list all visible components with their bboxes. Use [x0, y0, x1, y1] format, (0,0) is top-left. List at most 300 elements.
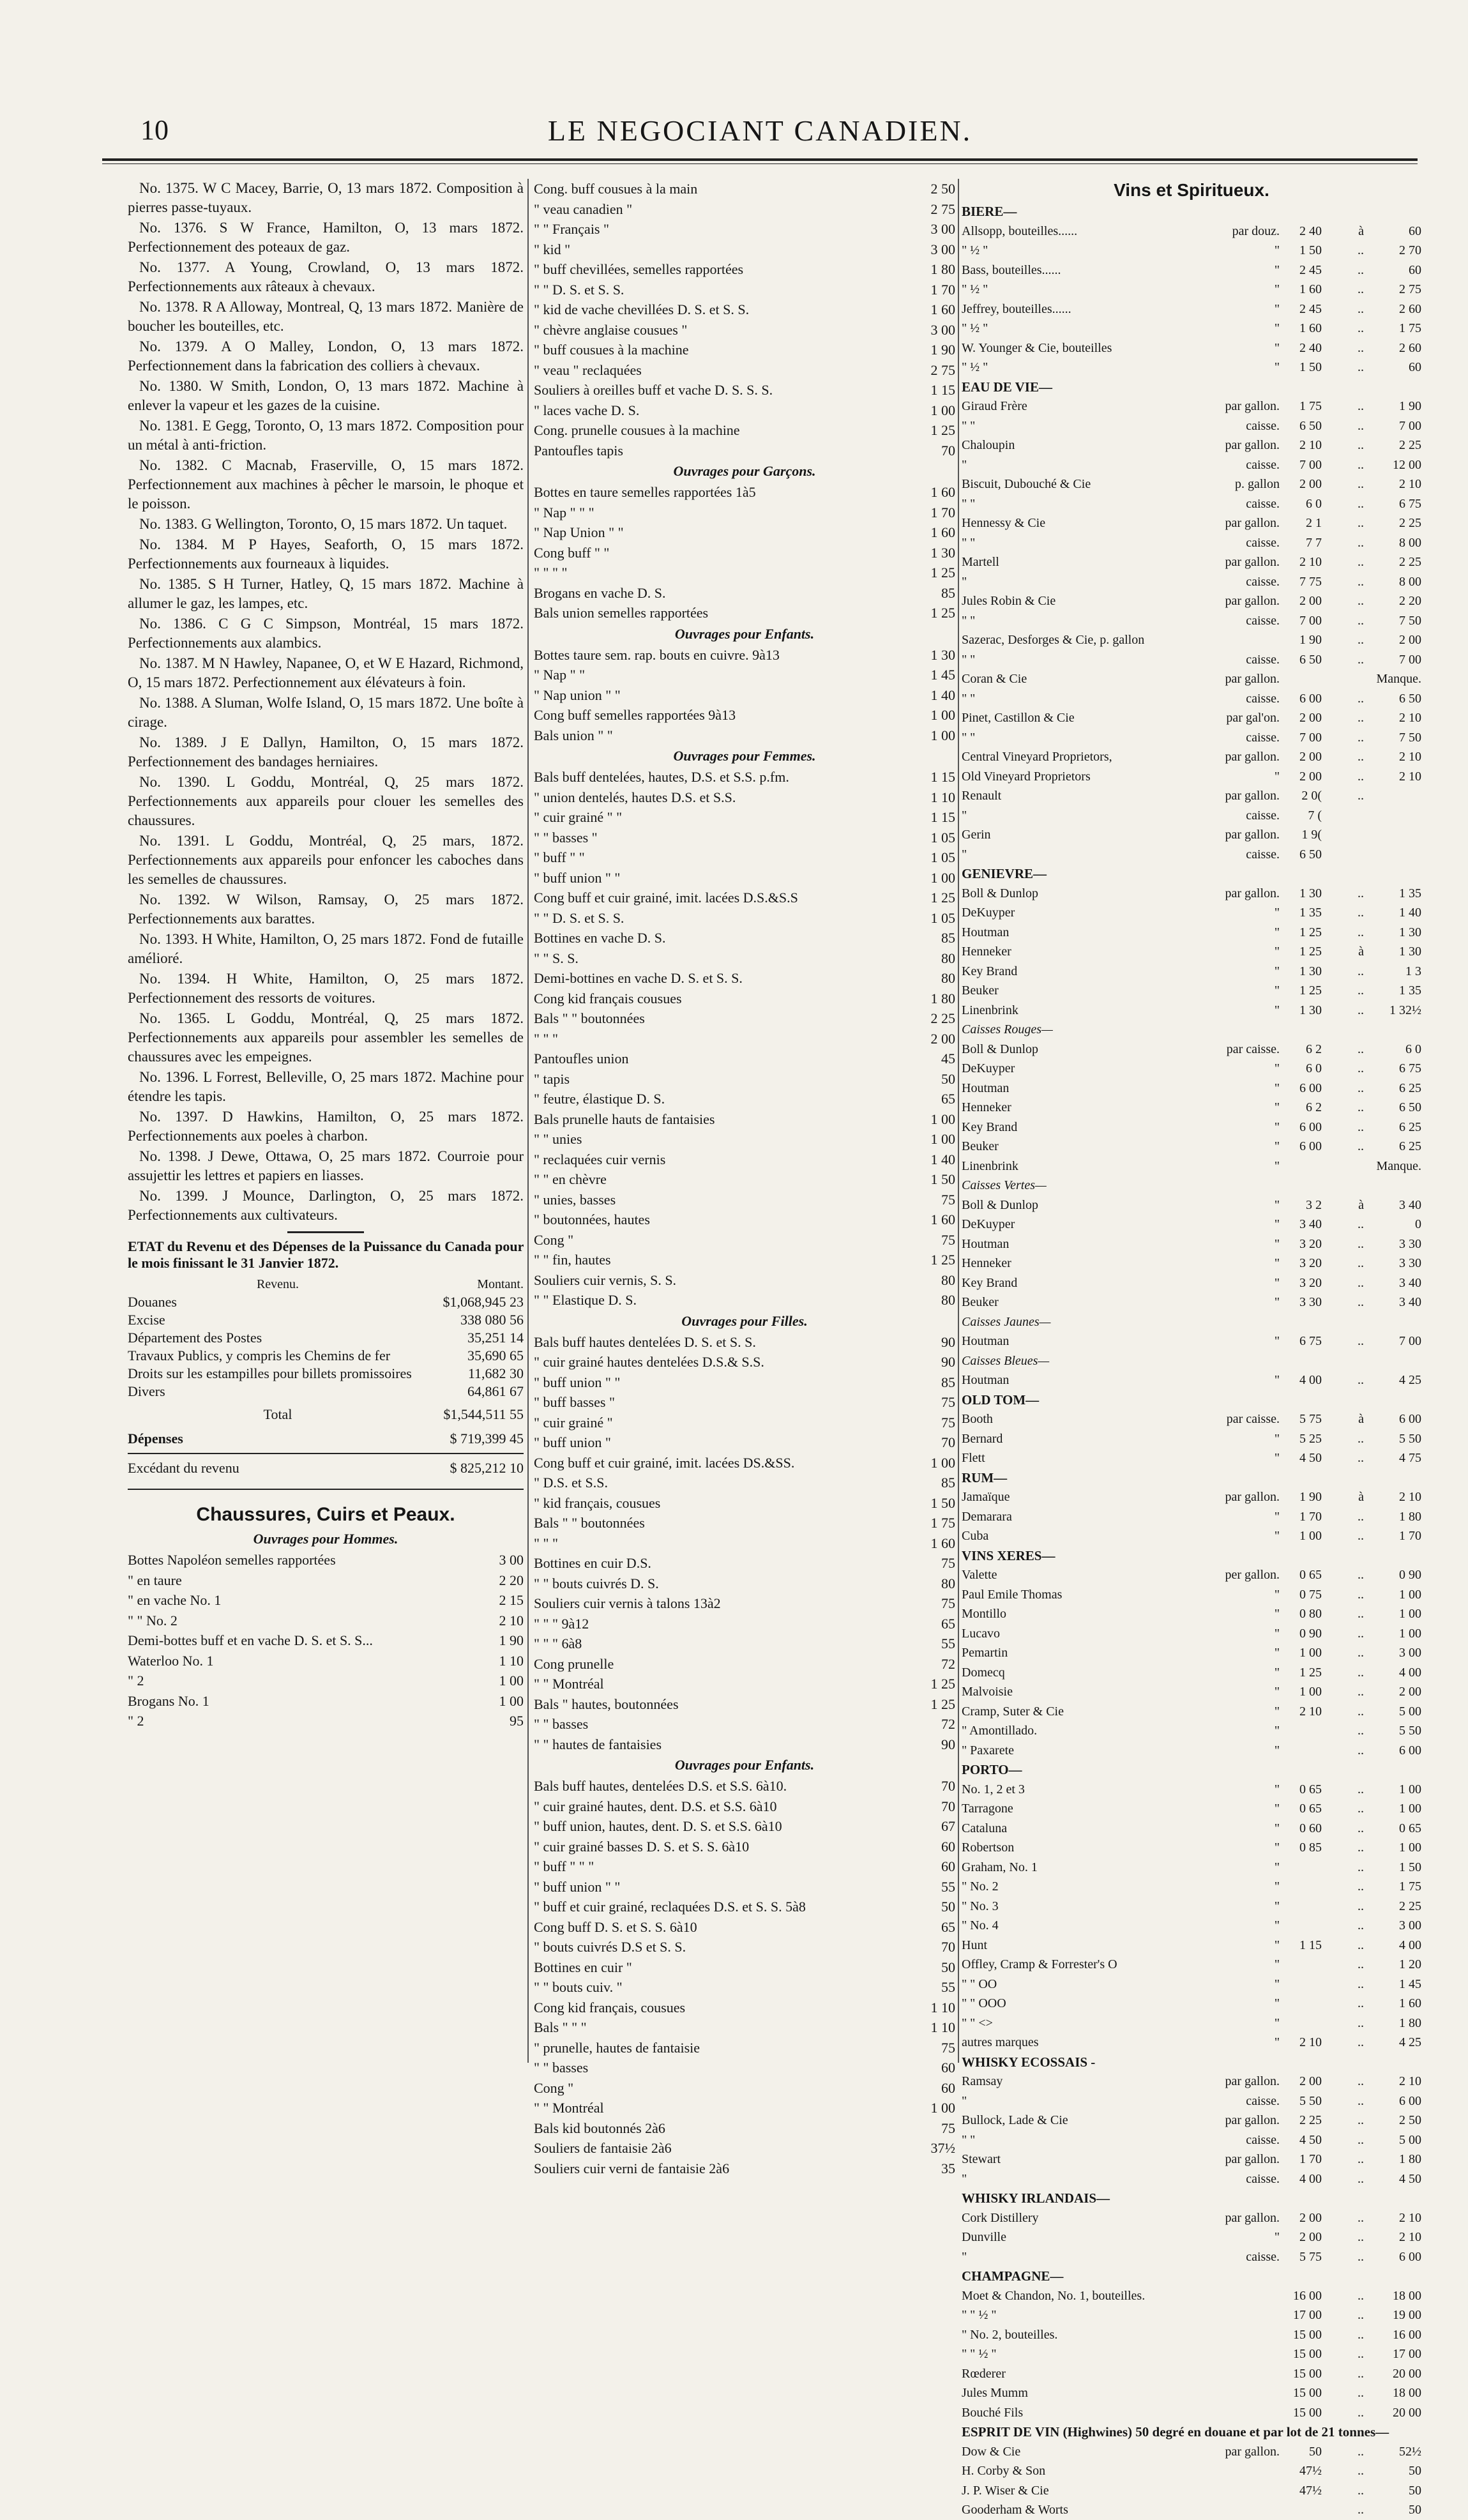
revenue-col-header: Revenu. — [256, 1277, 299, 1291]
item-price: 85 — [941, 930, 955, 946]
price-sep: .. — [1358, 964, 1364, 978]
unit: par douz. — [1232, 224, 1280, 238]
brand-name: Henneker — [962, 1256, 1011, 1270]
price-low: 5 75 — [1299, 1412, 1322, 1426]
item-description: Cong buff et cuir grainé, imit. lacées D.S.&S.S — [534, 890, 798, 906]
price-row — [534, 583, 955, 603]
brand-name: Cramp, Suter & Cie — [962, 1704, 1064, 1719]
price-row — [962, 552, 1421, 572]
price-sep: .. — [1358, 1139, 1364, 1153]
item-price: 50 — [941, 1899, 955, 1915]
price-row — [962, 1877, 1421, 1897]
price-high: 1 80 — [1399, 2152, 1421, 2166]
brand-name: Sazerac, Desforges & Cie, p. gallon — [962, 633, 1145, 647]
price-low: 6 0 — [1306, 1061, 1322, 1075]
price-high: 3 00 — [1399, 1646, 1421, 1660]
category-heading: VINS XERES— — [962, 1547, 1056, 1563]
price-high: 7 50 — [1399, 613, 1421, 628]
price-sep — [1322, 1157, 1364, 1176]
price-high: 2 10 — [1399, 477, 1421, 491]
item-price: 1 60 — [930, 484, 955, 500]
price-row — [534, 2017, 955, 2038]
item-price: 55 — [941, 1636, 955, 1651]
unit — [1209, 630, 1280, 650]
price-row — [962, 241, 1421, 261]
unit: " — [1274, 1587, 1280, 1602]
brand-name: Chaloupin — [962, 438, 1015, 452]
price-high: 2 10 — [1399, 2074, 1421, 2088]
unit: par gallon. — [1225, 438, 1280, 452]
price-low — [1280, 1721, 1322, 1741]
price-row — [534, 259, 955, 280]
price-low: 2 10 — [1299, 1704, 1322, 1719]
brand-name: " — [962, 2171, 967, 2186]
brand-name: Flett — [962, 1451, 985, 1465]
unit: per gallon. — [1225, 1568, 1280, 1582]
unit — [1209, 2461, 1280, 2481]
price-row — [534, 1917, 955, 1938]
price-row — [534, 1533, 955, 1554]
unit: caisse. — [1246, 808, 1280, 823]
price-row — [962, 1429, 1421, 1449]
price-low: 3 30 — [1299, 1295, 1322, 1309]
price-row — [962, 1682, 1421, 1702]
price-row — [962, 494, 1421, 514]
price-low: 1 00 — [1299, 1685, 1322, 1699]
patent-entry: No. 1376. S W France, Hamilton, O, 13 mars 1872. Perfectionnement des poteaux de gaz. — [128, 220, 524, 255]
price-row — [534, 603, 955, 623]
patent-entry: No. 1375. W C Macey, Barrie, O, 13 mars 1872. Composition à pierres passe-tuyaux. — [128, 180, 524, 215]
brand-name: " " OOO — [962, 1996, 1006, 2010]
unit: caisse. — [1246, 847, 1280, 862]
item-description: Cong " — [534, 2079, 574, 2096]
section-subtitle: Ouvrages pour Enfants. — [674, 625, 815, 642]
revenue-label: Droits sur les estampilles pour billets promissoires — [128, 1365, 412, 1381]
hommes-price-list — [128, 1550, 524, 1731]
item-price: 1 15 — [930, 769, 955, 785]
price-high: 4 25 — [1399, 1373, 1421, 1387]
price-row — [534, 1614, 955, 1634]
item-price: 85 — [941, 584, 955, 601]
price-row — [534, 1230, 955, 1250]
price-sep: .. — [1358, 925, 1364, 939]
item-description: " " " 9à12 — [534, 1615, 589, 1632]
price-high: 7 50 — [1399, 730, 1421, 745]
price-sep: .. — [1358, 2464, 1364, 2478]
item-description: " " D. S. et S. S. — [534, 909, 624, 926]
revenue-value: $1,068,945 23 — [443, 1294, 524, 1310]
item-description: Souliers de fantaisie 2à6 — [534, 2140, 672, 2156]
price-row — [962, 455, 1421, 475]
item-price: 60 — [941, 2060, 955, 2076]
price-high: 4 50 — [1399, 2171, 1421, 2186]
price-sep: .. — [1358, 1295, 1364, 1309]
price-low: 0 90 — [1299, 1626, 1322, 1641]
price-sep: .. — [1358, 1957, 1364, 1971]
price-high: 1 00 — [1399, 1841, 1421, 1855]
unit: " — [1274, 1899, 1280, 1913]
brand-name: Tarragone — [962, 1802, 1013, 1816]
price-high: 0 90 — [1399, 1568, 1421, 1582]
price-row — [962, 2247, 1421, 2267]
price-high: 8 00 — [1399, 574, 1421, 589]
unit: caisse. — [1246, 574, 1280, 589]
price-low: 7 7 — [1306, 535, 1322, 550]
price-low: 6 2 — [1306, 1042, 1322, 1056]
item-description: Bals union " " — [534, 727, 613, 743]
price-row — [962, 1838, 1421, 1858]
brand-name: " " — [962, 613, 976, 628]
brand-name: Beuker — [962, 1139, 999, 1153]
unit: " — [1274, 1782, 1280, 1796]
brand-name: " " — [962, 535, 976, 550]
price-low: 6 50 — [1299, 418, 1322, 433]
price-row — [962, 2344, 1421, 2364]
price-sep: .. — [1358, 2405, 1364, 2420]
unit: " — [1274, 1918, 1280, 1932]
item-description: " veau " reclaquées — [534, 361, 642, 378]
item-price: 70 — [941, 1434, 955, 1450]
price-low — [1280, 1994, 1322, 2014]
item-description: " " bouts cuiv. " — [534, 1979, 623, 1995]
price-low — [1280, 1975, 1322, 1994]
unit: " — [1274, 340, 1280, 355]
price-row — [962, 923, 1421, 943]
item-description: " " No. 2 — [128, 1612, 178, 1628]
item-description: " " basses " — [534, 829, 598, 846]
subcategory-heading: Caisses Rouges— — [962, 1022, 1053, 1036]
price-sep: .. — [1358, 1782, 1364, 1796]
price-row — [962, 903, 1421, 923]
item-description: Bottines en cuir D.S. — [534, 1555, 651, 1571]
item-description: " unies, basses — [534, 1191, 616, 1208]
patent-entry: No. 1384. M P Hayes, Seaforth, O, 15 mars 1872. Perfectionnements aux fourneaux à liquides. — [128, 536, 524, 572]
item-description: Cong kid français cousues — [534, 990, 682, 1006]
price-low: 4 50 — [1299, 2132, 1322, 2147]
price-high: 1 32½ — [1389, 1003, 1421, 1017]
item-description: " buff union " " — [534, 1878, 621, 1895]
brand-name: Domecq — [962, 1665, 1005, 1680]
item-description: Demi-bottines en vache D. S. et S. S. — [534, 970, 743, 986]
price-low: 2 45 — [1299, 262, 1322, 277]
price-low: 1 70 — [1299, 2152, 1322, 2166]
item-price: 1 60 — [930, 301, 955, 317]
brand-name: " — [962, 847, 967, 862]
price-low: 1 25 — [1299, 983, 1322, 998]
item-price: 1 00 — [930, 1454, 955, 1471]
unit: " — [1274, 1256, 1280, 1270]
price-low: 0 60 — [1299, 1821, 1322, 1835]
price-low: 2 10 — [1299, 555, 1322, 569]
price-sep: .. — [1358, 906, 1364, 920]
item-description: " " unies — [534, 1131, 582, 1147]
item-price: 1 25 — [930, 605, 955, 621]
price-low: 7 00 — [1299, 730, 1322, 745]
price-sep: .. — [1358, 1938, 1364, 1952]
price-high: 8 00 — [1399, 535, 1421, 550]
brand-name: Montillo — [962, 1607, 1007, 1621]
price-high: 1 35 — [1399, 886, 1421, 900]
brand-name: W. Younger & Cie, bouteilles — [962, 340, 1112, 355]
brand-name: Houtman — [962, 925, 1010, 939]
price-row — [128, 1691, 524, 1712]
price-row — [534, 199, 955, 220]
price-sep: à — [1358, 224, 1364, 238]
price-high: 1 35 — [1399, 983, 1421, 998]
price-sep: .. — [1358, 2035, 1364, 2049]
price-row — [962, 806, 1421, 826]
price-row — [962, 767, 1421, 787]
brand-name: Key Brand — [962, 1275, 1018, 1290]
price-sep: .. — [1358, 2113, 1364, 2127]
brand-name: Renault — [962, 789, 1002, 803]
price-row — [962, 1370, 1421, 1390]
price-row — [962, 319, 1421, 338]
item-price: 37½ — [930, 2140, 955, 2156]
item-description: Cong. buff cousues à la main — [534, 181, 698, 197]
item-description: " bouts cuivrés D.S et S. S. — [534, 1939, 686, 1955]
item-description: Bottes taure sem. rap. bouts en cuivre. 9à13 — [534, 646, 780, 663]
item-description: Cong buff D. S. et S. S. 6à10 — [534, 1918, 697, 1935]
patent-entry: No. 1396. L Forrest, Belleville, O, 25 mars 1872. Machine pour étendre les tapis. — [128, 1069, 524, 1104]
category-heading: EAU DE VIE— — [962, 379, 1052, 395]
price-row — [534, 239, 955, 260]
patent-entry: No. 1365. L Goddu, Montréal, Q, 25 mars 1872. Perfectionnements aux appareils pour assembler les semelles de chaussures avec les empeignes. — [128, 1010, 524, 1065]
price-sep: .. — [1358, 1587, 1364, 1602]
price-high: 1 30 — [1399, 925, 1421, 939]
price-row — [534, 2098, 955, 2118]
category-heading: RUM— — [962, 1469, 1008, 1485]
price-row — [962, 1643, 1421, 1663]
price-row — [534, 1734, 955, 1755]
price-low: 1 25 — [1299, 945, 1322, 959]
price-row — [534, 968, 955, 989]
item-description: " Nap " " " — [534, 504, 594, 520]
price-row — [962, 1487, 1421, 1507]
price-row — [962, 1819, 1421, 1839]
brand-name: Bullock, Lade & Cie — [962, 2113, 1068, 2127]
unit: " — [1274, 1879, 1280, 1894]
item-description: " " " — [534, 1535, 558, 1551]
price-sep: .. — [1358, 691, 1364, 706]
price-row — [962, 1526, 1421, 1546]
patent-entry: No. 1391. L Goddu, Montréal, Q, 25 mars, 1872. Perfectionnements aux appareils pour enfoncer les caboches dans les semelles de chaussures. — [128, 833, 524, 887]
price-row — [962, 1001, 1421, 1021]
price-low: 1 25 — [1299, 925, 1322, 939]
brand-name: Central Vineyard Proprietors, — [962, 750, 1112, 764]
unit: " — [1274, 1431, 1280, 1446]
price-sep: .. — [1358, 1821, 1364, 1835]
item-description: Bottines en cuir " — [534, 1959, 632, 1975]
item-description: " en taure — [128, 1572, 182, 1588]
price-row — [128, 1611, 524, 1631]
price-low: 3 2 — [1306, 1197, 1322, 1212]
price-low — [1280, 1877, 1322, 1897]
price-sep — [1322, 806, 1364, 826]
price-row — [534, 1210, 955, 1230]
item-price: 1 90 — [930, 342, 955, 358]
price-low: 1 75 — [1299, 399, 1322, 413]
unit: par gallon. — [1225, 2444, 1280, 2459]
subcategory-heading: Caisses Jaunes— — [962, 1314, 1051, 1329]
item-description: Bals kid boutonnés 2à6 — [534, 2120, 665, 2136]
brand-name: Linenbrink — [962, 1158, 1018, 1173]
item-price: 1 05 — [930, 909, 955, 926]
vins-title: Vins et Spiritueux. — [1114, 180, 1269, 200]
price-row — [534, 989, 955, 1009]
brand-name: " ½ " — [962, 321, 988, 335]
brand-name: " Paxarete — [962, 1743, 1015, 1757]
price-row — [962, 1897, 1421, 1917]
price-row — [962, 280, 1421, 300]
item-price: 90 — [941, 1333, 955, 1350]
price-row — [534, 543, 955, 563]
price-low: 6 00 — [1299, 1139, 1322, 1153]
unit: " — [1274, 301, 1280, 316]
item-price: 3 00 — [930, 321, 955, 338]
price-row — [962, 2228, 1421, 2247]
item-price: 3 00 — [499, 1552, 524, 1568]
price-high: 2 00 — [1399, 633, 1421, 647]
price-high — [1364, 806, 1421, 826]
brand-name: Houtman — [962, 1334, 1010, 1348]
unit: par gallon. — [1225, 750, 1280, 764]
price-row — [962, 2014, 1421, 2033]
unit: par gallon. — [1225, 1490, 1280, 1504]
price-sep: .. — [1358, 750, 1364, 764]
price-low: 2 00 — [1299, 750, 1322, 764]
price-row — [962, 1624, 1421, 1644]
price-sep: .. — [1358, 477, 1364, 491]
unit: " — [1274, 1100, 1280, 1114]
price-low: 1 60 — [1299, 282, 1322, 296]
patent-entry: No. 1390. L Goddu, Montréal, Q, 25 mars 1872. Perfectionnements aux appareils pour clouer les semelles des chaussures. — [128, 774, 524, 828]
price-sep: .. — [1358, 1217, 1364, 1231]
unit — [1209, 2481, 1280, 2501]
price-low: 2 40 — [1299, 340, 1322, 355]
patent-entry: No. 1397. D Hawkins, Hamilton, O, 25 mars 1872. Perfectionnements aux poeles à charbon. — [128, 1109, 524, 1144]
price-high: 3 40 — [1399, 1275, 1421, 1290]
price-row — [534, 1392, 955, 1413]
item-price: 75 — [941, 1595, 955, 1611]
brand-name: " ½ " — [962, 282, 988, 296]
item-description: " cuir grainé basses D. S. et S. S. 6à10 — [534, 1838, 750, 1855]
chaussures-title: Chaussures, Cuirs et Peaux. — [196, 1504, 455, 1525]
price-sep: .. — [1358, 2483, 1364, 2498]
item-description: " tapis — [534, 1070, 570, 1087]
price-high: 2 75 — [1399, 282, 1421, 296]
unit: par gallon. — [1225, 789, 1280, 803]
price-high: 1 50 — [1399, 1860, 1421, 1874]
item-price: 1 00 — [930, 2100, 955, 2116]
unit: par gallon. — [1225, 2113, 1280, 2127]
price-row — [534, 1109, 955, 1130]
item-price: 85 — [941, 1374, 955, 1390]
category-heading: GENIEVRE— — [962, 866, 1047, 881]
item-description: " Nap " " — [534, 667, 586, 683]
item-price: 1 25 — [930, 890, 955, 906]
item-price: 70 — [941, 1798, 955, 1814]
item-price: 1 60 — [930, 524, 955, 540]
unit: " — [1274, 1061, 1280, 1075]
price-low: 7 ( — [1308, 808, 1322, 823]
price-high: 7 00 — [1399, 418, 1421, 433]
price-row — [962, 2403, 1421, 2423]
price-row — [534, 1029, 955, 1049]
price-sep: à — [1358, 945, 1364, 959]
price-high: 2 25 — [1399, 555, 1421, 569]
price-high: 1 40 — [1399, 906, 1421, 920]
item-description: Cong prunelle — [534, 1655, 614, 1672]
price-row — [534, 280, 955, 300]
price-row — [534, 1069, 955, 1089]
unit: par gallon. — [1225, 2210, 1280, 2225]
item-price: 1 50 — [930, 1171, 955, 1187]
price-row — [534, 320, 955, 340]
item-description: " " " " — [534, 565, 568, 581]
brand-name: Gooderham & Worts — [962, 2503, 1068, 2517]
price-sep: .. — [1358, 574, 1364, 589]
price-low: 3 20 — [1299, 1236, 1322, 1251]
price-row — [534, 1453, 955, 1473]
price-sep: .. — [1358, 399, 1364, 413]
price-sep: .. — [1358, 789, 1364, 803]
brand-name: " No. 2 — [962, 1879, 999, 1894]
price-row — [534, 300, 955, 320]
item-price: 1 80 — [930, 990, 955, 1006]
price-sep: .. — [1358, 1451, 1364, 1465]
price-sep: .. — [1358, 457, 1364, 472]
price-sep: .. — [1358, 613, 1364, 628]
item-price: 50 — [941, 1959, 955, 1975]
item-price: 55 — [941, 1979, 955, 1995]
item-price: 1 25 — [930, 1252, 955, 1268]
price-low — [1280, 2500, 1322, 2520]
price-row — [534, 420, 955, 441]
brand-name: Stewart — [962, 2152, 1001, 2166]
item-description: " " basses — [534, 2060, 589, 2076]
unit: " — [1274, 1139, 1280, 1153]
patent-entry: No. 1379. A O Malley, London, O, 13 mars 1872. Perfectionnement dans la fabrication des colliers à chevaux. — [128, 338, 524, 374]
column-divider — [958, 179, 959, 2063]
price-high: Manque. — [1376, 672, 1421, 686]
price-sep: .. — [1358, 438, 1364, 452]
item-description: " Nap union " " — [534, 687, 621, 703]
brand-name: " " OO — [962, 1977, 997, 1991]
unit — [1209, 2305, 1280, 2325]
item-price: 2 20 — [499, 1572, 524, 1588]
item-price: 1 45 — [930, 667, 955, 683]
page-number: 10 — [140, 114, 169, 146]
unit: " — [1274, 1003, 1280, 1017]
price-row — [962, 2169, 1421, 2189]
price-low: 1 00 — [1299, 1529, 1322, 1543]
price-row — [962, 222, 1421, 241]
price-low — [1280, 1916, 1322, 1936]
item-price: 1 25 — [930, 565, 955, 581]
unit: " — [1274, 321, 1280, 335]
price-row — [962, 436, 1421, 455]
price-high: 60 — [1409, 262, 1421, 277]
brand-name: Lucavo — [962, 1626, 1000, 1641]
brand-name: DeKuyper — [962, 1061, 1015, 1075]
price-low: 6 75 — [1299, 1334, 1322, 1348]
unit: " — [1274, 1295, 1280, 1309]
subcategory-heading: Caisses Vertes— — [962, 1178, 1047, 1192]
brand-name: Jeffrey, bouteilles...... — [962, 301, 1071, 316]
unit: " — [1274, 1275, 1280, 1290]
item-description: " boutonnées, hautes — [534, 1211, 650, 1227]
